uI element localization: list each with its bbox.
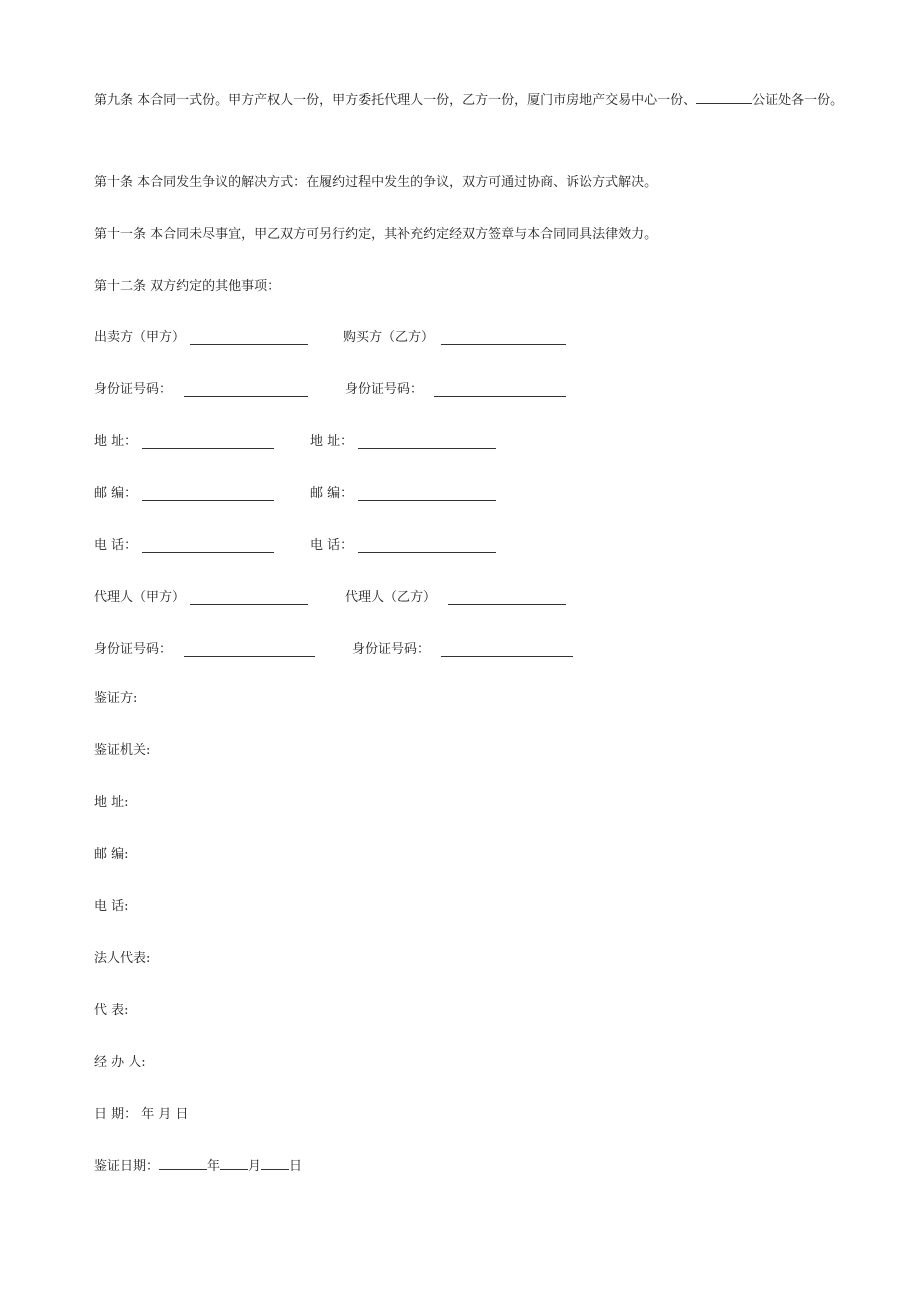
postcode-row [0,482,920,506]
clause-10: 第十条 本合同发生争议的解决方式：在履约过程中发生的争议，双方可通过协商、诉讼方式解决。 [94,175,658,190]
seller-address-blank [142,448,274,449]
id-row [0,378,920,402]
verify-month-blank [220,1155,248,1170]
verify-year-label: 年 [207,1159,221,1174]
buyer-postcode-blank [358,500,496,501]
notary-office-blank [696,89,752,104]
seller-phone-blank [142,552,274,553]
seller-label: 出卖方（甲方） [94,330,186,345]
buyer-phone-label: 电 话： [310,538,354,553]
verification-date [94,1152,854,1182]
buyer-label: 购买方（乙方） [343,330,435,345]
verify-day-label: 日 [289,1159,303,1174]
phone-row [0,534,920,558]
seller-agent-id-blank [184,656,315,657]
buyer-address-blank [358,448,496,449]
notary-address: 地 址: [94,795,129,810]
agent-id-row [0,638,920,662]
buyer-postcode-label: 邮 编： [310,486,354,501]
notary-handler: 经 办 人: [94,1055,146,1070]
verification-date-label: 鉴证日期： [94,1159,160,1174]
buyer-phone-blank [358,552,496,553]
seller-postcode-label: 邮 编： [94,486,138,501]
buyer-blank [441,344,566,345]
buyer-agent-id-label: 身份证号码： [352,642,431,657]
buyer-id-label: 身份证号码： [345,382,424,397]
party-row [0,326,920,350]
seller-phone-label: 电 话： [94,538,138,553]
verify-year-blank [159,1155,207,1170]
buyer-address-label: 地 址： [310,434,354,449]
seller-agent-label: 代理人（甲方） [94,590,186,605]
seller-agent-id-label: 身份证号码： [94,642,173,657]
buyer-agent-blank [448,604,566,605]
buyer-id-blank [434,396,566,397]
buyer-agent-label: 代理人（乙方） [345,590,437,605]
buyer-agent-id-blank [441,656,573,657]
verify-day-blank [261,1155,289,1170]
notary-legal-rep: 法人代表: [94,951,151,966]
notary-rep: 代 表: [94,1003,129,1018]
notary-phone: 电 话: [94,899,129,914]
clause-9-text: 第九条 本合同一式份。甲方产权人一份，甲方委托代理人一份，乙方一份，厦门市房地产交易中心一份、 [94,93,697,108]
verify-month-label: 月 [248,1159,262,1174]
seller-id-blank [184,396,308,397]
address-row [0,430,920,454]
notary-postcode: 邮 编: [94,847,129,862]
seller-address-label: 地 址： [94,434,138,449]
notary-party: 鉴证方: [94,691,138,706]
seller-id-label: 身份证号码： [94,382,173,397]
seller-agent-blank [190,604,308,605]
notary-date: 日 期： 年 月 日 [94,1107,189,1122]
clause-12: 第十二条 双方约定的其他事项： [94,279,281,294]
clause-9 [66,86,858,116]
clause-9-text-end: 公证处各一份。 [752,93,844,108]
seller-blank [190,344,308,345]
notary-agency: 鉴证机关: [94,743,151,758]
clause-11: 第十一条 本合同未尽事宜，甲乙双方可另行约定，其补充约定经双方签章与本合同同具法律效力。 [94,227,658,242]
seller-postcode-blank [142,500,274,501]
agent-row [0,586,920,610]
